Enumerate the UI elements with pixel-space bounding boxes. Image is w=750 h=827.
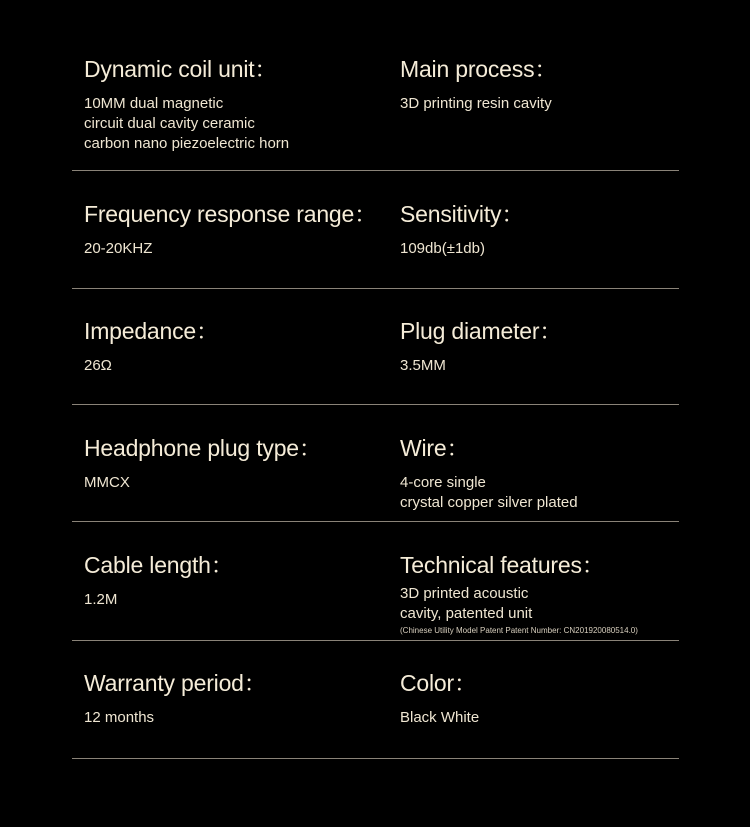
spec-item-wire <box>386 433 679 521</box>
spec-row <box>72 641 679 759</box>
spec-item-plug-type <box>72 433 386 521</box>
spec-label: Plug diameter： <box>400 318 563 344</box>
spec-label: Cable length： <box>84 552 234 578</box>
spec-row <box>72 522 679 641</box>
spec-value: 109db(±1db) <box>400 240 485 257</box>
spec-value: 12 months <box>84 709 155 726</box>
specifications-table <box>72 54 679 759</box>
spec-row <box>72 171 679 289</box>
spec-label: Technical features： <box>400 552 605 578</box>
spec-label: Sensitivity： <box>400 201 525 227</box>
spec-item-impedance <box>72 316 386 404</box>
spec-label: Main process： <box>400 56 558 82</box>
spec-item-technical-features <box>386 550 679 640</box>
spec-value: 3D printed acoustic cavity, patented unit <box>400 585 533 622</box>
spec-value: 26Ω <box>84 357 112 374</box>
spec-value: 20-20KHZ <box>84 240 153 257</box>
spec-value: 1.2M <box>84 591 118 608</box>
spec-item-sensitivity <box>386 199 679 288</box>
spec-label: Wire： <box>400 435 470 461</box>
spec-item-plug-diameter <box>386 316 679 404</box>
patent-note: (Chinese Utility Model Patent Patent Number: CN201920080514.0) <box>400 626 638 635</box>
spec-value: 10MM dual magnetic circuit dual cavity ceramic carbon nano piezoelectric horn <box>84 95 290 152</box>
spec-value: 3.5MM <box>400 357 446 374</box>
spec-row <box>72 54 679 171</box>
spec-value: 3D printing resin cavity <box>400 95 552 112</box>
spec-row <box>72 289 679 405</box>
spec-item-warranty-period <box>72 668 386 758</box>
spec-value: 4-core single crystal copper silver plated <box>400 474 578 511</box>
spec-value: Black White <box>400 709 480 726</box>
spec-item-frequency-response <box>72 199 386 288</box>
spec-label: Headphone plug type： <box>84 435 322 461</box>
spec-row <box>72 405 679 522</box>
spec-label: Warranty period： <box>84 670 267 696</box>
spec-item-cable-length <box>72 550 386 640</box>
spec-label: Impedance： <box>84 318 219 344</box>
spec-label: Color： <box>400 670 477 696</box>
spec-label: Frequency response range： <box>84 201 377 227</box>
spec-item-color <box>386 668 679 758</box>
spec-item-main-process <box>386 54 679 170</box>
spec-label: Dynamic coil unit： <box>84 56 278 82</box>
spec-value: MMCX <box>84 474 130 491</box>
spec-item-dynamic-coil-unit <box>72 54 386 170</box>
